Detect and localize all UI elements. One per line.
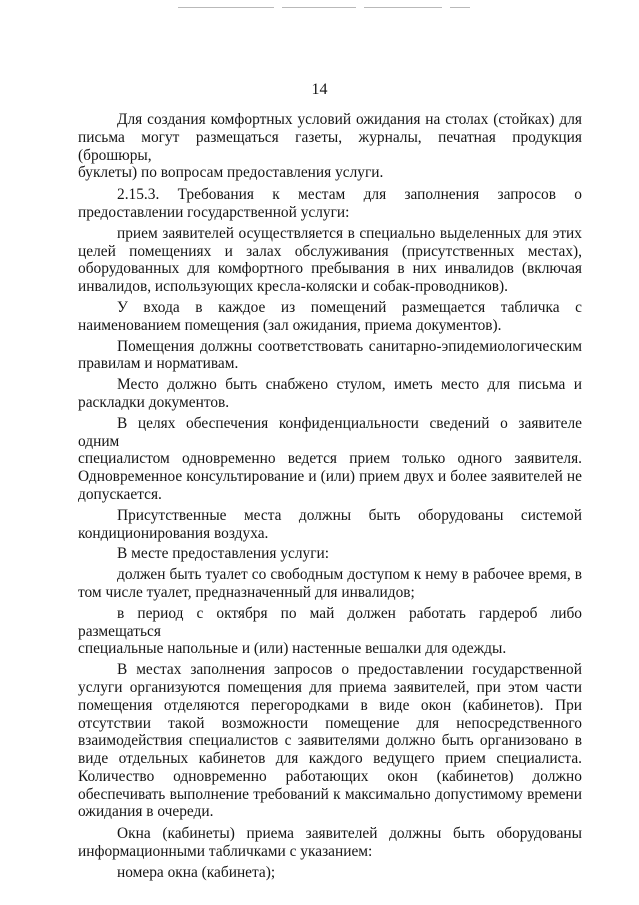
scan-artifact-line: [450, 7, 470, 8]
text-line: Количество одновременно работающих окон (кабинетов) должно: [78, 767, 582, 785]
text-line: специалистом одновременно ведется прием только одного заявителя.: [78, 450, 582, 468]
text-line: В месте предоставления услуги:: [117, 545, 330, 563]
text-line: письма могут размещаться газеты, журналы, печатная продукция (брошюры,: [78, 128, 582, 164]
paragraph: [78, 825, 582, 861]
text-line: помещения отделяются перегородками в виде окон (кабинетов). При: [78, 696, 582, 714]
scan-artifact-line: [364, 7, 442, 8]
text-line: наименованием помещения (зал ожидания, приема документов).: [78, 316, 502, 334]
paragraph: [78, 111, 582, 182]
paragraph: [78, 225, 582, 296]
text-line: Окна (кабинеты) приема заявителей должны быть оборудованы: [117, 825, 582, 843]
text-line: прием заявителей осуществляется в специально выделенных для этих: [117, 224, 582, 242]
text-line: Присутственные места должны быть оборудованы системой: [117, 506, 582, 524]
text-line: допускается.: [78, 485, 162, 503]
paragraph: [78, 545, 582, 563]
scan-artifact-line: [282, 7, 356, 8]
text-line: обеспечивать выполнение требований к максимально допустимому времени: [78, 785, 582, 803]
text-line: отсутствии такой возможности помещение для непосредственного: [78, 714, 582, 732]
paragraph: [78, 507, 582, 543]
text-line: раскладки документов.: [78, 393, 230, 411]
paragraph: [78, 186, 582, 222]
text-line: правилам и нормативам.: [78, 355, 239, 373]
text-line: целей помещениях и залах обслуживания (присутственных местах),: [78, 242, 582, 260]
text-line: специальные напольные и (или) настенные вешалки для одежды.: [78, 640, 507, 658]
text-line: оборудованных для комфортного пребывания в них инвалидов (включая: [78, 260, 582, 278]
text-line: В целях обеспечения конфиденциальности сведений о заявителе одним: [78, 414, 582, 450]
text-line: должен быть туалет со свободным доступом к нему в рабочее время, в: [117, 566, 582, 584]
text-line: кондиционирования воздуха.: [78, 524, 269, 542]
paragraph: [78, 661, 582, 821]
text-line: 2.15.3. Требования к местам для заполнения запросов о: [117, 186, 582, 204]
paragraph: [78, 338, 582, 374]
text-line: номера окна (кабинета);: [117, 863, 276, 881]
paragraph: [78, 299, 582, 335]
paragraph: [78, 605, 582, 658]
scan-artifact-line: [178, 7, 274, 8]
document-body: [78, 111, 582, 882]
page-number: 14: [311, 81, 328, 98]
paragraph: [78, 376, 582, 412]
text-line: У входа в каждое из помещений размещается табличка с: [117, 298, 582, 316]
text-line: в период с октября по май должен работать гардероб либо размещаться: [78, 604, 582, 640]
text-line: В местах заполнения запросов о предоставлении государственной: [117, 661, 582, 679]
text-line: Для создания комфортных условий ожидания на столах (стойках) для: [117, 111, 582, 128]
paragraph: [78, 864, 582, 882]
text-line: Одновременное консультирование и (или) прием двух и более заявителей не: [78, 468, 582, 486]
paragraph: [78, 566, 582, 602]
text-line: инвалидов, использующих кресла-коляски и собак-проводников).: [78, 278, 509, 296]
text-line: Помещения должны соответствовать санитарно-эпидемиологическим: [117, 337, 582, 355]
text-line: виде отдельных кабинетов для каждого ведущего прием специалиста.: [78, 750, 582, 768]
text-line: том числе туалет, предназначенный для инвалидов;: [78, 583, 415, 601]
text-line: информационными табличками с указанием:: [78, 843, 373, 861]
text-line: услуги организуются помещения для приема заявителей, при этом части: [78, 678, 582, 696]
text-line: предоставлении государственной услуги:: [78, 203, 350, 221]
text-line: взаимодействия специалистов с заявителями должно быть организовано в: [78, 732, 582, 750]
text-line: ожидания в очереди.: [78, 803, 214, 821]
text-line: буклеты) по вопросам предоставления услуги.: [78, 164, 384, 182]
paragraph: [78, 415, 582, 504]
text-line: Место должно быть снабжено стулом, иметь место для письма и: [117, 376, 582, 394]
